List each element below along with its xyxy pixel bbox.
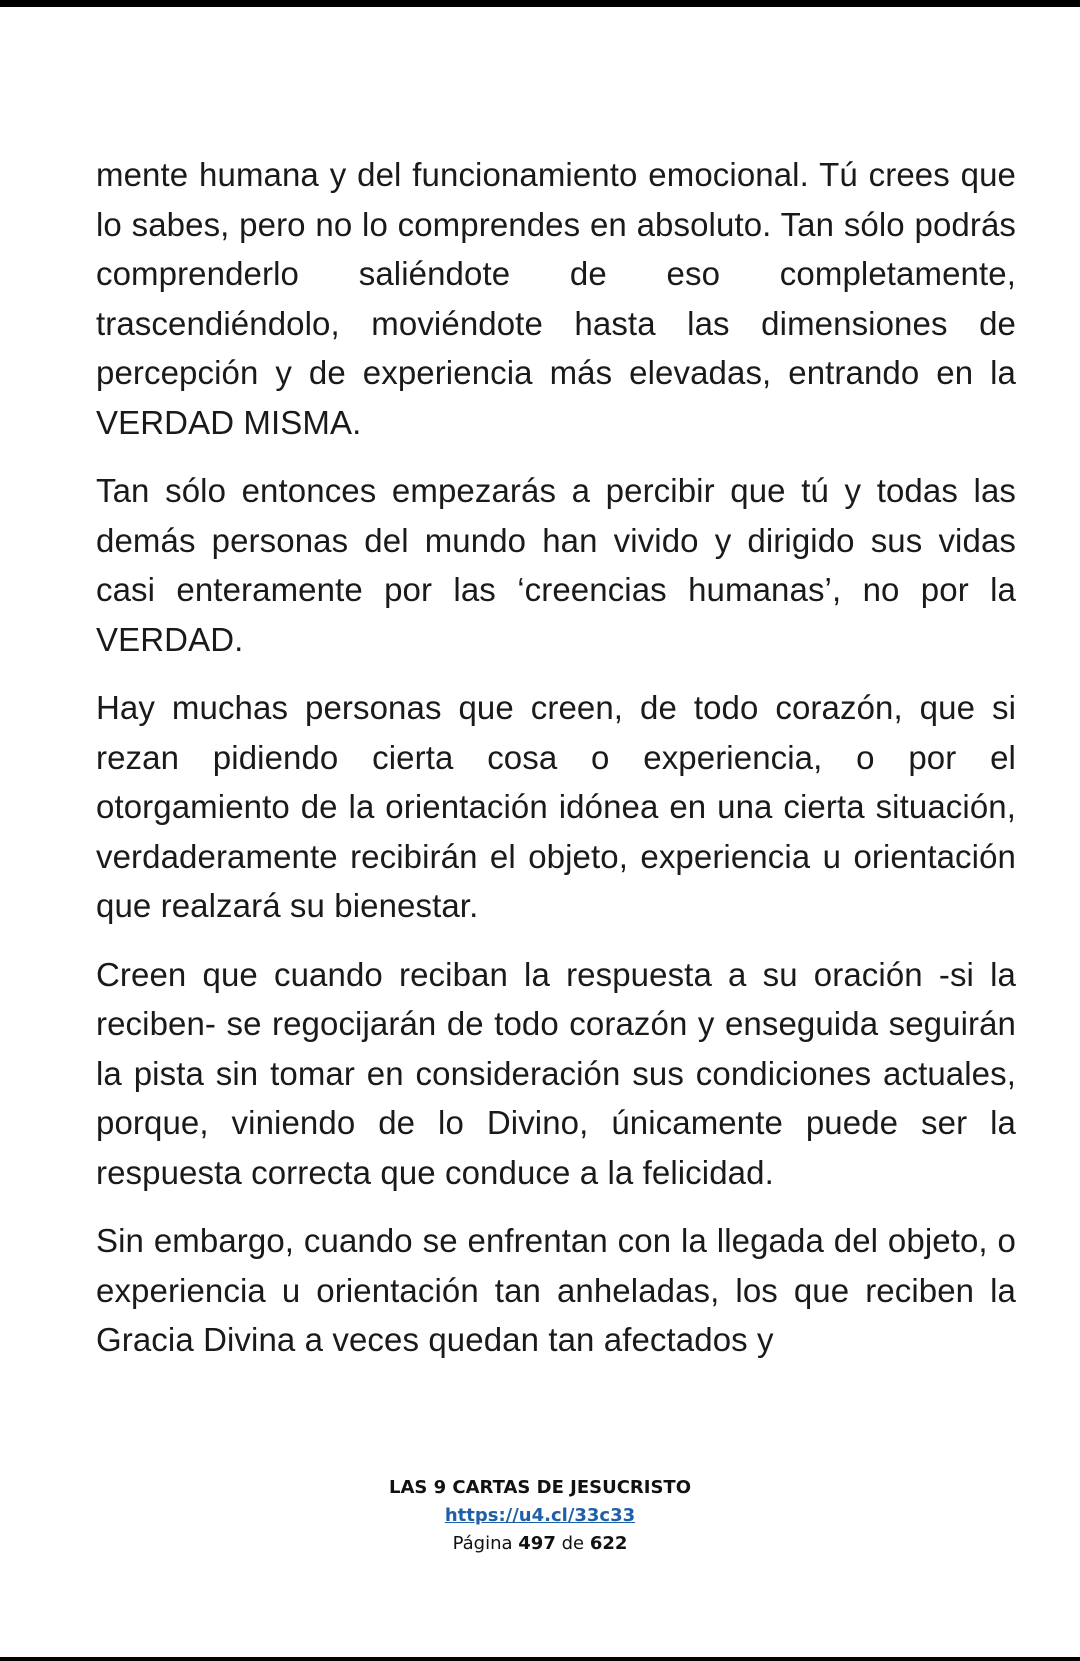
paragraph-1: mente humana y del funcionamiento emocional. Tú crees que lo sabes, pero no lo comprendes en absoluto. Tan sólo podrás comprenderlo saliéndote de eso completamente, trascendiéndolo, moviéndote hasta las dimensiones de percepción y de experiencia más elevadas, entrando en la VERDAD MISMA. [96, 156, 1016, 441]
page-total: 622 [589, 1533, 628, 1554]
paragraph-5: Sin embargo, cuando se enfrentan con la llegada del objeto, o experiencia u orientación tan anheladas, los que reciben la Gracia Divina a veces quedan tan afectados y [96, 1222, 1016, 1358]
page-label: Página [452, 1533, 513, 1554]
top-border [0, 0, 1080, 7]
bottom-border [0, 1657, 1080, 1661]
page-of: de [561, 1533, 585, 1554]
page-number [0, 1530, 1080, 1558]
page-body [96, 150, 1016, 1365]
paragraph-4: Creen que cuando reciban la respuesta a su oración -si la reciben- se regocijarán de todo corazón y enseguida seguirán la pista sin tomar en consideración sus condiciones actuales, porque, viniendo de lo Divino, únicamente puede ser la respuesta correcta que conduce a la felicidad. [96, 955, 1016, 1191]
paragraph-3: Hay muchas personas que creen, de todo corazón, que si rezan pidiendo cierta cosa o experiencia, o por el otorgamiento de la orientación idónea en una cierta situación, verdaderamente recibirán el objeto, experiencia u orientación que realzará su bienestar. [96, 689, 1016, 924]
page-footer [0, 1474, 1080, 1558]
paragraph-2: Tan sólo entonces empezarás a percibir que tú y todas las demás personas del mundo han vivido y dirigido sus vidas casi enteramente por las ‘creencias humanas’, no por la VERDAD. [96, 472, 1016, 658]
book-title: LAS 9 CARTAS DE JESUCRISTO [388, 1477, 692, 1498]
page-current: 497 [518, 1533, 556, 1554]
book-link[interactable]: https://u4.cl/33c33 [444, 1505, 636, 1526]
